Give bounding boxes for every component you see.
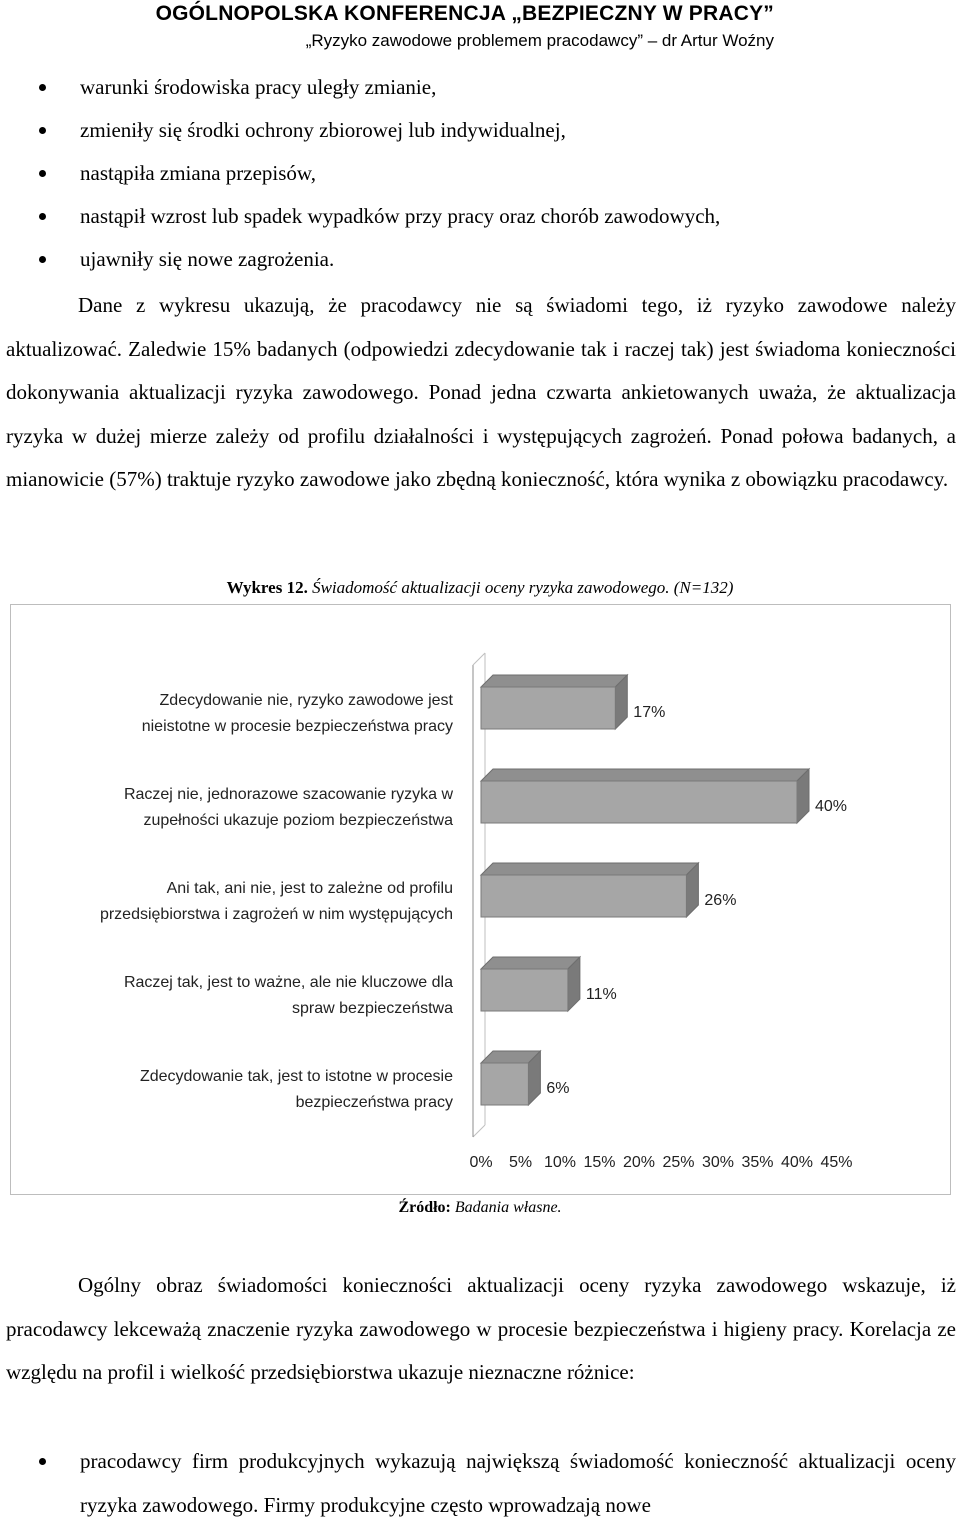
source-note	[0, 1199, 960, 1217]
axis-depth-line	[473, 1125, 485, 1137]
bar	[481, 1063, 528, 1105]
source-text: Badania własne.	[454, 1199, 562, 1216]
x-tick-label: 0%	[469, 1154, 493, 1171]
x-tick-label: 15%	[583, 1154, 616, 1171]
category-label: Raczej nie, jednorazowe szacowanie ryzyka w	[123, 786, 453, 803]
x-tick-label: 40%	[780, 1154, 814, 1171]
bar-top-face	[481, 957, 580, 969]
category-label: przedsiębiorstwa i zagrożeń w nim występujących	[99, 906, 453, 923]
bar-value-label: 26%	[704, 892, 737, 909]
conference-subtitle: „Ryzyko zawodowe problemem pracodawcy” – dr Artur Woźny	[305, 31, 774, 50]
x-tick-label: 20%	[622, 1154, 656, 1171]
list-item: nastąpił wzrost lub spadek wypadków przy pracy oraz chorób zawodowych,	[0, 195, 960, 238]
caption-text: Świadomość aktualizacji oceny ryzyka zawodowego. (N=132)	[312, 578, 734, 597]
chart-caption	[0, 578, 960, 598]
category-label: Zdecydowanie nie, ryzyko zawodowe jest	[159, 692, 453, 709]
bullet-list-top	[0, 66, 960, 281]
x-tick-label: 35%	[741, 1154, 774, 1171]
bar-value-label: 6%	[546, 1080, 570, 1097]
paragraph-text: Ogólny obraz świadomości konieczności aktualizacji oceny ryzyka zawodowego wskazuje, iż pracodawcy lekceważą znaczenie ryzyka zawodowego w procesie bezpieczeństwa i higieny pracy. Korelacja ze względu na profil i wielkość przedsiębiorstwa ukazuje nieznaczne różnice:	[6, 1273, 956, 1384]
bar-value-label: 11%	[585, 986, 617, 1003]
category-label: nieistotne w procesie bezpieczeństwa pracy	[141, 718, 453, 735]
list-item: ujawniły się nowe zagrożenia.	[0, 238, 960, 281]
list-item: nastąpiła zmiana przepisów,	[0, 152, 960, 195]
bar	[481, 687, 615, 729]
page-header	[0, 0, 960, 56]
category-label: spraw bezpieczeństwa	[292, 1000, 453, 1017]
category-label: zupełności ukazuje poziom bezpieczeństwa	[143, 812, 453, 829]
paragraph-analysis	[6, 284, 956, 502]
bar-value-label: 40%	[815, 798, 848, 815]
category-label: Ani tak, ani nie, jest to zależne od profilu	[166, 880, 453, 897]
bar-value-label: 17%	[633, 704, 666, 721]
bar-chart	[10, 604, 951, 1195]
source-label: Źródło:	[398, 1199, 451, 1216]
category-label: bezpieczeństwa pracy	[295, 1094, 453, 1111]
x-tick-label: 30%	[701, 1154, 735, 1171]
bar	[481, 781, 797, 823]
list-item: pracodawcy firm produkcyjnych wykazują największą świadomość konieczność aktualizacji oceny ryzyka zawodowego. Firmy produkcyjne często wprowadzają nowe	[0, 1440, 960, 1527]
bar-top-face	[481, 769, 809, 781]
category-label: Raczej tak, jest to ważne, ale nie kluczowe dla	[123, 974, 453, 991]
bullet-list-bottom	[0, 1440, 960, 1527]
conference-title: OGÓLNOPOLSKA KONFERENCJA „BEZPIECZNY W PRACY”	[155, 2, 774, 25]
x-tick-label: 45%	[820, 1154, 853, 1171]
bar-top-face	[481, 675, 627, 687]
bar-top-face	[481, 863, 698, 875]
paragraph-text: Dane z wykresu ukazują, że pracodawcy nie są świadomi tego, iż ryzyko zawodowe należy aktualizować. Zaledwie 15% badanych (odpowiedzi zdecydowanie tak i raczej tak) jest świadoma konieczności dokonywania aktualizacji ryzyka zawodowego. Ponad jedna czwarta ankietowanych uważa, że aktualizacja ryzyka w dużej mierze zależy od profilu działalności i występujących zagrożeń. Ponad połowa badanych, a mianowicie (57%) traktuje ryzyko zawodowe jako zbędną konieczność, która wynika z obowiązku pracodawcy.	[6, 293, 956, 491]
x-tick-label: 5%	[508, 1154, 533, 1171]
chart-svg	[11, 605, 950, 1194]
category-label: Zdecydowanie tak, jest to istotne w procesie	[139, 1068, 453, 1085]
axis-top-depth-line	[473, 653, 485, 665]
paragraph-summary	[6, 1264, 956, 1395]
list-item: zmieniły się środki ochrony zbiorowej lub indywidualnej,	[0, 109, 960, 152]
bar	[481, 969, 568, 1011]
bar	[481, 875, 686, 917]
caption-label: Wykres 12.	[226, 578, 308, 597]
list-item: warunki środowiska pracy uległy zmianie,	[0, 66, 960, 109]
x-tick-label: 10%	[543, 1154, 577, 1171]
x-tick-label: 25%	[662, 1154, 695, 1171]
